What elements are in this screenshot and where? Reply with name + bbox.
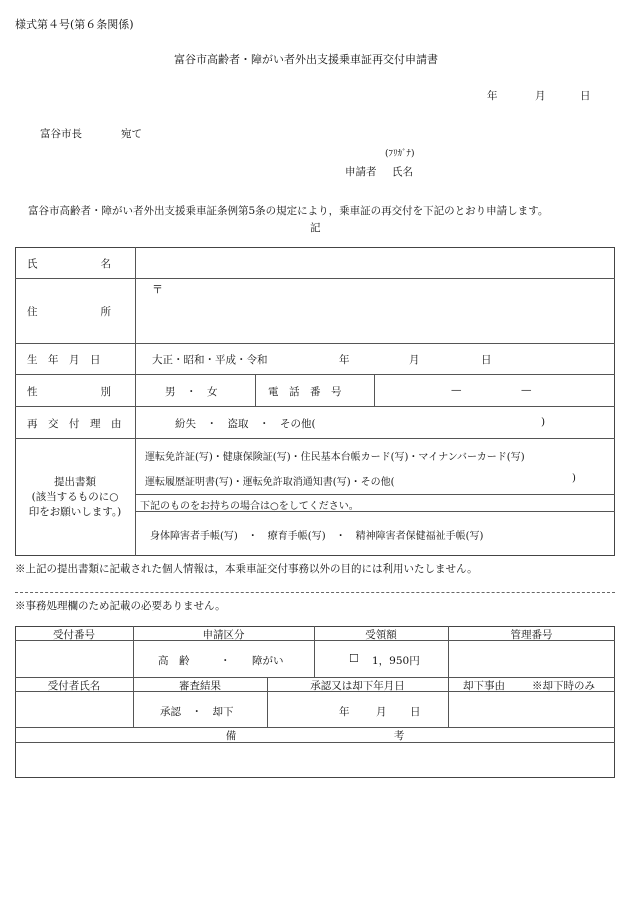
docs-line-3[interactable]: 身体障害者手帳(写) ・ 療育手帳(写) ・ 精神障害者保健福祉手帳(写) xyxy=(150,531,484,542)
birth-month-label: 月 xyxy=(409,354,420,366)
birth-year-label: 年 xyxy=(339,354,350,366)
privacy-note: ※上記の提出書類に記載された個人情報は，本乗車証交付事務以外の目的には利用いたしません。 xyxy=(15,563,478,575)
birth-eras[interactable]: 大正・昭和・平成・令和 xyxy=(152,354,268,366)
docs-note: 下記のものをお持ちの場合は○をしてください。 xyxy=(140,501,359,512)
reject-note: ※却下時のみ xyxy=(532,680,595,692)
name-label: 氏 名 xyxy=(27,258,111,270)
birth-label: 生 年 月 日 xyxy=(27,354,101,366)
approval-day-label: 日 xyxy=(410,706,421,718)
app-type-elderly[interactable]: 高 齢 xyxy=(158,655,190,667)
phone-label: 電 話 番 号 xyxy=(268,386,342,398)
name-field[interactable] xyxy=(136,248,614,278)
form-number: 様式第４号(第６条関係) xyxy=(15,18,134,31)
app-type-disabled[interactable]: 障がい xyxy=(252,655,284,667)
docs-label-2: (該当するものに○ xyxy=(31,491,119,503)
receiver-name-header: 受付者氏名 xyxy=(47,680,101,692)
date-month-label: 月 xyxy=(535,90,546,102)
remarks-field[interactable] xyxy=(16,743,614,777)
applicant-name-label: 氏名 xyxy=(392,166,413,178)
sex-options[interactable]: 男 ・ 女 xyxy=(165,386,218,398)
docs-label-1: 提出書類 xyxy=(54,476,96,488)
fee-header: 受領額 xyxy=(365,629,397,641)
date-year-label: 年 xyxy=(487,90,498,102)
approval-date-header: 承認又は却下年月日 xyxy=(310,680,405,692)
phone-dash-1: — xyxy=(451,384,462,396)
mgmt-no-header: 管理番号 xyxy=(510,629,553,641)
cut-line xyxy=(15,592,615,593)
reason-options[interactable]: 紛失 ・ 盗取 ・ その他( xyxy=(175,418,316,430)
address-field[interactable] xyxy=(136,279,614,342)
review-result-header: 審査結果 xyxy=(179,680,221,692)
remarks-header: 備 考 xyxy=(225,730,405,742)
docs-line-2-close-paren: ) xyxy=(572,473,576,484)
office-note: ※事務処理欄のため記載の必要ありません。 xyxy=(15,600,226,612)
receipt-no-header: 受付番号 xyxy=(53,629,95,641)
reason-close-paren: ) xyxy=(541,416,546,428)
applicant-label: 申請者 xyxy=(345,166,377,178)
review-value[interactable]: 承認 ・ 却下 xyxy=(160,706,234,718)
approval-year-label: 年 xyxy=(339,706,350,718)
addressee: 富谷市長 xyxy=(40,128,82,140)
date-day-label: 日 xyxy=(580,90,591,102)
fee-value: 1，950円 xyxy=(372,655,420,667)
address-label: 住 所 xyxy=(27,306,111,318)
app-type-separator: ・ xyxy=(220,655,231,667)
approval-month-label: 月 xyxy=(376,706,387,718)
fee-checkbox[interactable]: ☐ xyxy=(349,652,359,665)
addressee-suffix: 宛て xyxy=(121,128,142,140)
docs-line-1[interactable]: 運転免許証(写)・健康保険証(写)・住民基本台帳カード(写)・マイナンバーカード(写) xyxy=(145,452,525,463)
sex-label: 性 別 xyxy=(27,386,111,398)
docs-label-3: 印をお願いします。) xyxy=(28,506,122,518)
statement: 富谷市高齢者・障がい者外出支援乗車証条例第5条の規定により，乗車証の再交付を下記のとおり申請します。 xyxy=(28,205,549,217)
reason-label: 再 交 付 理 由 xyxy=(27,418,122,430)
reject-reason-header: 却下事由 xyxy=(463,680,505,692)
phone-field[interactable] xyxy=(375,375,614,405)
page-title: 富谷市高齢者・障がい者外出支援乗車証再交付申請書 xyxy=(174,53,438,66)
postal-mark: 〒 xyxy=(152,283,163,296)
docs-line-2[interactable]: 運転履歴証明書(写)・運転免許取消通知書(写)・その他( xyxy=(145,477,395,488)
app-type-header: 申請区分 xyxy=(202,629,245,641)
phone-dash-2: — xyxy=(521,384,532,396)
birth-day-label: 日 xyxy=(481,354,492,366)
furigana-label: (ﾌﾘｶﾞﾅ) xyxy=(385,149,415,159)
ki-label: 記 xyxy=(310,222,321,234)
